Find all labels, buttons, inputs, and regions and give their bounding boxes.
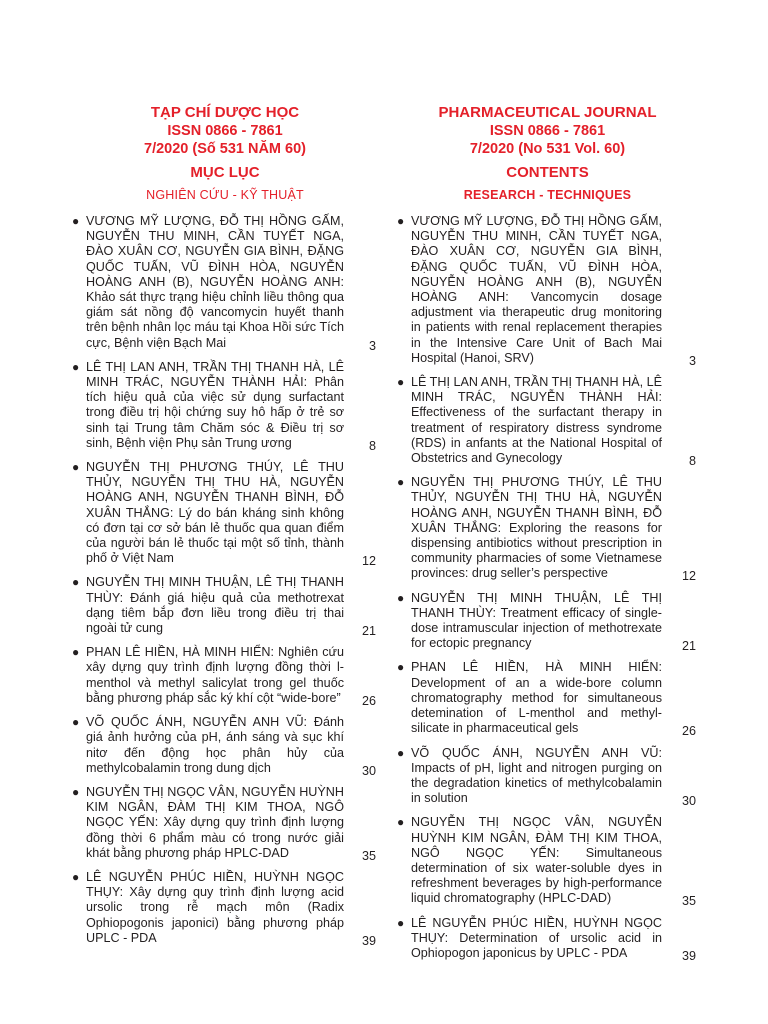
entry-text: VÕ QUỐC ÁNH, NGUYỄN ANH VŨ: Impacts of pH, light and nitrogen purging on the degradation kinetics of methylcobalamin in solution	[411, 745, 662, 806]
entry-text: VƯƠNG MỸ LƯỢNG, ĐỖ THỊ HỒNG GẤM, NGUYỄN THU MINH, CẦN TUYẾT NGA, ĐÀO XUÂN CƠ, NGUYỄN GIA BÌNH, ĐẶNG QUỐC TUẤN, VŨ ĐÌNH HÒA, NGUYỄN HOÀNG ANH (B), NGUYỄN HOÀNG ANH: Khảo sát thực trạng hiệu chỉnh liều thông qua giám sát nồng độ vancomycin huyết thanh trên bệnh nhân lọc máu tại Khoa Hồi sức Tích cực, Bệnh viện Bạch Mai	[86, 214, 344, 350]
entry-text: NGUYỄN THỊ MINH THUẬN, LÊ THỊ THANH THÙY: Treatment efficacy of single-dose intramuscular injection of methotrexate for ectopic pregnancy	[411, 590, 662, 651]
list-item	[70, 645, 380, 706]
bullet-icon: ●	[72, 645, 80, 660]
entry-text: NGUYỄN THỊ NGỌC VÂN, NGUYỄN HUỲNH KIM NGÂN, ĐÀM THỊ KIM THOA, NGÔ NGỌC YẾN: Simultaneous determination of six water-soluble dyes in refreshment beverages by high-performance liquid chromatography (HPLC-DAD)	[411, 815, 662, 906]
entry-text: LÊ THỊ LAN ANH, TRẦN THỊ THANH HÀ, LÊ MINH TRÁC, NGUYỄN THÀNH HẢI: Phân tích hiệu quả của việc sử dụng surfactant trong điều trị hội chứng suy hô hấp ở trẻ sơ sinh tại Trung tâm Chăm sóc & Điều trị sơ sinh, Bệnh viện Phụ sản Trung ương	[86, 359, 344, 450]
section-heading-en: RESEARCH - TECHNIQUES	[463, 188, 632, 202]
entry-text: LÊ NGUYỄN PHÚC HIỀN, HUỲNH NGỌC THỤY: Determination of ursolic acid in Ophiopogon japonicus by UPLC - PDA	[411, 915, 662, 960]
english-header	[395, 104, 700, 204]
page-number: 3	[688, 353, 696, 368]
list-item	[395, 591, 700, 652]
list-item	[395, 916, 700, 962]
list-item	[395, 815, 700, 909]
issue-en: 7/2020 (No 531 Vol. 60)	[469, 141, 626, 157]
page-number: 26	[681, 724, 696, 739]
page-number: 39	[681, 948, 696, 963]
bullet-icon: ●	[397, 590, 405, 605]
section-heading-vi: NGHIÊN CỨU - KỸ THUẬT	[146, 188, 304, 202]
entry-text: NGUYỄN THỊ NGỌC VÂN, NGUYỄN HUỲNH KIM NGÂN, ĐÀM THỊ KIM THOA, NGÔ NGỌC YẾN: Xây dựng quy trình định lượng đồng thời 6 phẩm màu có trong nước giải khát bằng phương pháp HPLC-DAD	[86, 784, 344, 860]
page-number: 30	[361, 763, 376, 778]
page-number: 35	[361, 848, 376, 863]
bullet-icon: ●	[397, 475, 405, 490]
entry-text: VƯƠNG MỸ LƯỢNG, ĐỖ THỊ HỒNG GẤM, NGUYỄN THU MINH, CẦN TUYẾT NGA, ĐÀO XUÂN CƠ, NGUYỄN GIA BÌNH, ĐẶNG QUỐC TUẤN, VŨ ĐÌNH HÒA, NGUYỄN HOÀNG ANH (B), NGUYỄN HOÀNG ANH: Vancomycin dosage adjustment via therapeutic drug monitoring in patients with renal replacement therapies in the Intensive Care Unit of Bach Mai Hospital (Hanoi, SRV)	[411, 214, 662, 365]
bullet-icon: ●	[72, 869, 80, 884]
page-number: 21	[361, 624, 376, 639]
entry-text: NGUYỄN THỊ PHƯƠNG THÚY, LÊ THU THỦY, NGUYỄN THỊ THU HÀ, NGUYỄN HOÀNG ANH, NGUYỄN THANH BÌNH, ĐỖ XUÂN THẮNG: Lý do bán kháng sinh không có đơn tại cơ sở bán lẻ thuốc qua quan điểm của người bán lẻ thuốc tại một số tỉnh, thành phố ở Việt Nam	[86, 460, 344, 566]
page-number: 35	[681, 894, 696, 909]
issn-vi: ISSN 0866 - 7861	[167, 123, 283, 139]
entry-text: VÕ QUỐC ÁNH, NGUYỄN ANH VŨ: Đánh giá ảnh hưởng của pH, ánh sáng và sục khí nitơ đến động học phân hủy của methylcobalamin trong dung dịch	[86, 715, 344, 775]
vietnamese-header	[70, 104, 380, 204]
page-number: 39	[361, 933, 376, 948]
entry-text: NGUYỄN THỊ MINH THUẬN, LÊ THỊ THANH THÙY: Đánh giá hiệu quả của methotrexat dạng tiêm bắp đơn liều trong điều trị thai ngoài tử cung	[86, 575, 344, 636]
entry-text: PHAN LÊ HIỀN, HÀ MINH HIỂN: Development of an a wide-bore column chromatography method for simultaneous detemination of L-menthol and methyl-silicate in pharmaceutical gels	[411, 660, 662, 736]
entry-text: LÊ NGUYỄN PHÚC HIỀN, HUỲNH NGỌC THỤY: Xây dựng quy trình định lượng acid ursolic trong rễ mạch môn (Radix Ophiopogonis japonici) bằng phương pháp UPLC - PDA	[86, 869, 344, 945]
page-number: 26	[361, 693, 376, 708]
page-number: 12	[681, 569, 696, 584]
bullet-icon: ●	[397, 375, 405, 390]
entry-text: PHAN LÊ HIỀN, HÀ MINH HIỂN: Nghiên cứu xây dựng quy trình định lượng đồng thời l-menthol và methyl salicylat trong gel thuốc bằng phương pháp sắc ký khí cột “wide-bore”	[86, 645, 344, 705]
journal-title-en: PHARMACEUTICAL JOURNAL	[438, 104, 657, 121]
page-number: 8	[688, 454, 696, 469]
issn-en: ISSN 0866 - 7861	[489, 123, 606, 139]
entry-text: LÊ THỊ LAN ANH, TRẦN THỊ THANH HÀ, LÊ MINH TRÁC, NGUYỄN THÀNH HẢI: Effectiveness of the surfactant therapy in treatment of respiratory distress syndrome (RDS) in anfants at the National Hospital of Obstetrics and Gynecology	[411, 375, 663, 466]
page-number: 3	[368, 338, 376, 353]
bullet-icon: ●	[72, 715, 80, 730]
toc-heading-en: CONTENTS	[506, 164, 589, 181]
bullet-icon: ●	[397, 660, 405, 675]
bullet-icon: ●	[72, 784, 80, 799]
list-item	[395, 375, 700, 469]
list-item	[70, 785, 380, 861]
vietnamese-column	[70, 104, 380, 955]
toc-heading-vi: MỤC LỤC	[190, 164, 260, 181]
list-item	[70, 360, 380, 451]
list-item	[70, 214, 380, 351]
english-column	[395, 104, 700, 970]
page-number: 8	[368, 438, 376, 453]
bullet-icon: ●	[397, 214, 405, 228]
bullet-icon: ●	[397, 815, 405, 830]
entry-text: NGUYỄN THỊ PHƯƠNG THÚY, LÊ THU THỦY, NGUYỄN THỊ THU HÀ, NGUYỄN HOÀNG ANH, NGUYỄN THANH BÌNH, ĐỖ XUÂN THẮNG: Exploring the reasons for dispensing antibiotics without prescription in community pharmacies of some Vietnamese provinces: drug seller’s perspective	[411, 475, 662, 581]
list-item	[395, 746, 700, 807]
issue-vi: 7/2020 (Số 531 NĂM 60)	[144, 141, 306, 157]
bullet-icon: ●	[72, 460, 80, 475]
list-item	[70, 460, 380, 569]
entry-list-en	[395, 214, 700, 961]
list-item	[70, 870, 380, 946]
list-item	[70, 715, 380, 776]
bullet-icon: ●	[72, 359, 80, 374]
entry-list-vi	[70, 214, 380, 946]
bullet-icon: ●	[72, 575, 80, 590]
journal-title-vi: TẠP CHÍ DƯỢC HỌC	[150, 104, 300, 121]
bullet-icon: ●	[397, 915, 405, 930]
page-number: 30	[681, 794, 696, 809]
list-item	[395, 214, 700, 366]
list-item	[395, 660, 700, 739]
bullet-icon: ●	[72, 214, 80, 228]
list-item	[70, 575, 380, 639]
bullet-icon: ●	[397, 745, 405, 760]
list-item	[395, 475, 700, 584]
page-number: 21	[681, 639, 696, 654]
page-number: 12	[361, 554, 376, 569]
